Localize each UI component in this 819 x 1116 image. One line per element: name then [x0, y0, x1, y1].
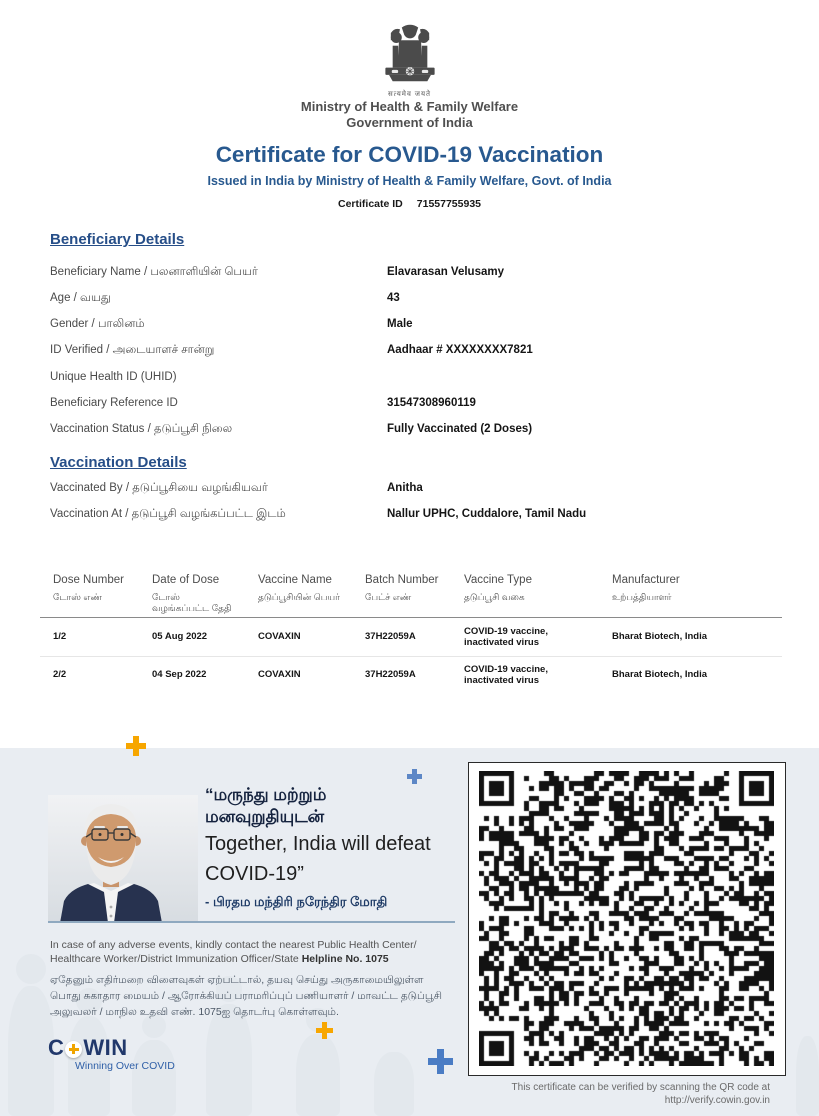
dose-row-1: [53, 622, 772, 652]
silhouette-decoration: [796, 1036, 819, 1116]
quote-tamil-line2: மனவுறுதியுடன்: [205, 807, 325, 826]
field-row-id-verified: [0, 344, 819, 362]
plus-decoration-icon: [316, 1022, 333, 1039]
field-value: Anitha: [387, 482, 423, 494]
field-value: Male: [387, 318, 413, 330]
col-dose-number: Dose Number டோஸ் எண்: [53, 574, 124, 602]
field-label: Age / வயது: [50, 292, 111, 304]
cell-manufacturer: Bharat Biotech, India: [612, 631, 708, 643]
cell-vaccine-type: COVID-19 vaccine, inactivated virus: [464, 625, 548, 648]
cell-dose-number: 1/2: [53, 631, 67, 643]
beneficiary-details-heading: Beneficiary Details: [50, 231, 185, 248]
cowin-plus-icon: [65, 1041, 82, 1058]
header-emblem-block: [0, 22, 819, 99]
field-row-uhid: [0, 371, 819, 389]
field-row-age: [0, 292, 819, 310]
certificate-id-label: Certificate ID: [337, 198, 403, 210]
table-row-divider: [40, 656, 782, 657]
field-value: Aadhaar # XXXXXXXX7821: [387, 344, 533, 356]
field-row-gender: [0, 318, 819, 336]
quote-divider-line: [48, 921, 455, 923]
quote-english-line1: Together, India will defeat: [205, 833, 431, 855]
emblem-motto: सत्यमेव जयते: [387, 91, 432, 98]
field-label: Unique Health ID (UHID): [50, 371, 177, 383]
cowin-logo-win: WIN: [83, 1035, 128, 1060]
silhouette-decoration: [374, 1052, 414, 1116]
cowin-logo-c: C: [48, 1035, 65, 1060]
plus-decoration-icon: [407, 769, 422, 784]
col-vaccine-type: Vaccine Type தடுப்பூசி வகை: [464, 574, 532, 602]
silhouette-decoration: [206, 1004, 252, 1116]
field-label: ID Verified / அடையாளச் சான்று: [50, 344, 215, 356]
cell-date-of-dose: 05 Aug 2022: [152, 631, 208, 643]
certificate-subtitle: Issued in India by Ministry of Health & Family Welfare, Govt. of India: [207, 174, 612, 188]
field-label: Beneficiary Name / பலனாளியின் பெயர்: [50, 266, 258, 278]
field-label: Vaccinated By / தடுப்பூசியை வழங்கியவர்: [50, 482, 268, 494]
plus-decoration-icon: [428, 1049, 453, 1074]
col-manufacturer: Manufacturer உற்பத்தியாளர்: [612, 574, 680, 602]
qr-code-canvas: [479, 771, 774, 1066]
cell-vaccine-name: COVAXIN: [258, 631, 301, 643]
vaccination-details-heading: Vaccination Details: [50, 454, 187, 471]
plus-decoration-icon: [126, 736, 146, 756]
ministry-name: [0, 99, 819, 130]
field-row-vaccinated-by: [0, 482, 819, 500]
silhouette-decoration: [16, 954, 46, 984]
field-row-reference-id: [0, 397, 819, 415]
cowin-logo: [48, 1035, 128, 1061]
field-label: Vaccination At / தடுப்பூசி வழங்கப்பட்ட இடம்: [50, 508, 286, 520]
field-value: 31547308960119: [387, 397, 476, 409]
field-value: 43: [387, 292, 400, 304]
field-value: Nallur UPHC, Cuddalore, Tamil Nadu: [387, 508, 587, 520]
field-row-vaccination-at: [0, 508, 819, 526]
col-vaccine-name: Vaccine Name தடுப்பூசியின் பெயர்: [258, 574, 340, 602]
certificate-id-value: 71557755935: [416, 198, 482, 210]
table-header-divider: [40, 617, 782, 618]
silhouette-decoration: [296, 1034, 340, 1116]
dose-table-header: [53, 570, 772, 614]
field-row-vaccination-status: [0, 423, 819, 441]
quote-english-line2: COVID-19”: [205, 863, 304, 885]
silhouette-decoration: [132, 1040, 176, 1116]
verification-note-url: http://verify.cowin.gov.in: [664, 1095, 770, 1106]
cell-batch-number: 37H22059A: [365, 669, 416, 681]
field-label: Vaccination Status / தடுப்பூசி நிலை: [50, 423, 233, 435]
field-label: Gender / பாலினம்: [50, 318, 145, 330]
certificate-id-row: [0, 198, 819, 210]
quote-tamil-line1: “மருந்து மற்றும்: [205, 785, 327, 804]
dose-row-2: [53, 660, 772, 690]
cell-dose-number: 2/2: [53, 669, 67, 681]
cell-vaccine-type: COVID-19 vaccine, inactivated virus: [464, 663, 548, 686]
field-value: Elavarasan Velusamy: [387, 266, 504, 278]
quote-attribution: - பிரதம மந்திரி நரேந்திர மோதி: [205, 894, 388, 909]
national-emblem-icon: [371, 22, 449, 84]
pm-portrait-image: [48, 795, 198, 928]
verification-note: [460, 1081, 770, 1107]
field-label: Beneficiary Reference ID: [50, 397, 178, 409]
verification-note-line1: This certificate can be verified by scanning the QR code at: [511, 1082, 770, 1093]
field-value: Fully Vaccinated (2 Doses): [387, 423, 533, 435]
cell-manufacturer: Bharat Biotech, India: [612, 669, 708, 681]
cowin-tagline: Winning Over COVID: [75, 1060, 175, 1072]
certificate-title: Certificate for COVID-19 Vaccination: [215, 142, 604, 167]
field-row-beneficiary-name: [0, 266, 819, 284]
cell-vaccine-name: COVAXIN: [258, 669, 301, 681]
cell-batch-number: 37H22059A: [365, 631, 416, 643]
ministry-line2: Government of India: [346, 114, 473, 130]
qr-code: [468, 762, 786, 1076]
adverse-events-text-tamil: ஏதேனும் எதிர்மறை விளைவுகள் ஏற்பட்டால், தயவு செய்து அருகாமையிலுள்ள பொது சுகாதார மையம் / ஆரோக்கியப் பராமரிப்புப் பணியாளர் / மாவட்ட தடுப்பூசி அலுவலர் / மாநில உதவி எண். 1075ஐ தொடர்பு கொள்ளவும்.: [50, 974, 442, 1018]
helpline-number: Helpline No. 1075: [301, 953, 389, 965]
col-date-of-dose: Date of Dose டோஸ் வழங்கப்பட்ட தேதி: [152, 574, 232, 613]
col-batch-number: Batch Number பேட்ச் எண்: [365, 574, 439, 602]
ministry-line1: Ministry of Health & Family Welfare: [300, 99, 519, 114]
adverse-events-text-english: In case of any adverse events, kindly contact the nearest Public Health Center/ Healthcare Worker/District Immunization Officer/State Helpline No. 1075: [50, 939, 417, 965]
cell-date-of-dose: 04 Sep 2022: [152, 669, 207, 681]
